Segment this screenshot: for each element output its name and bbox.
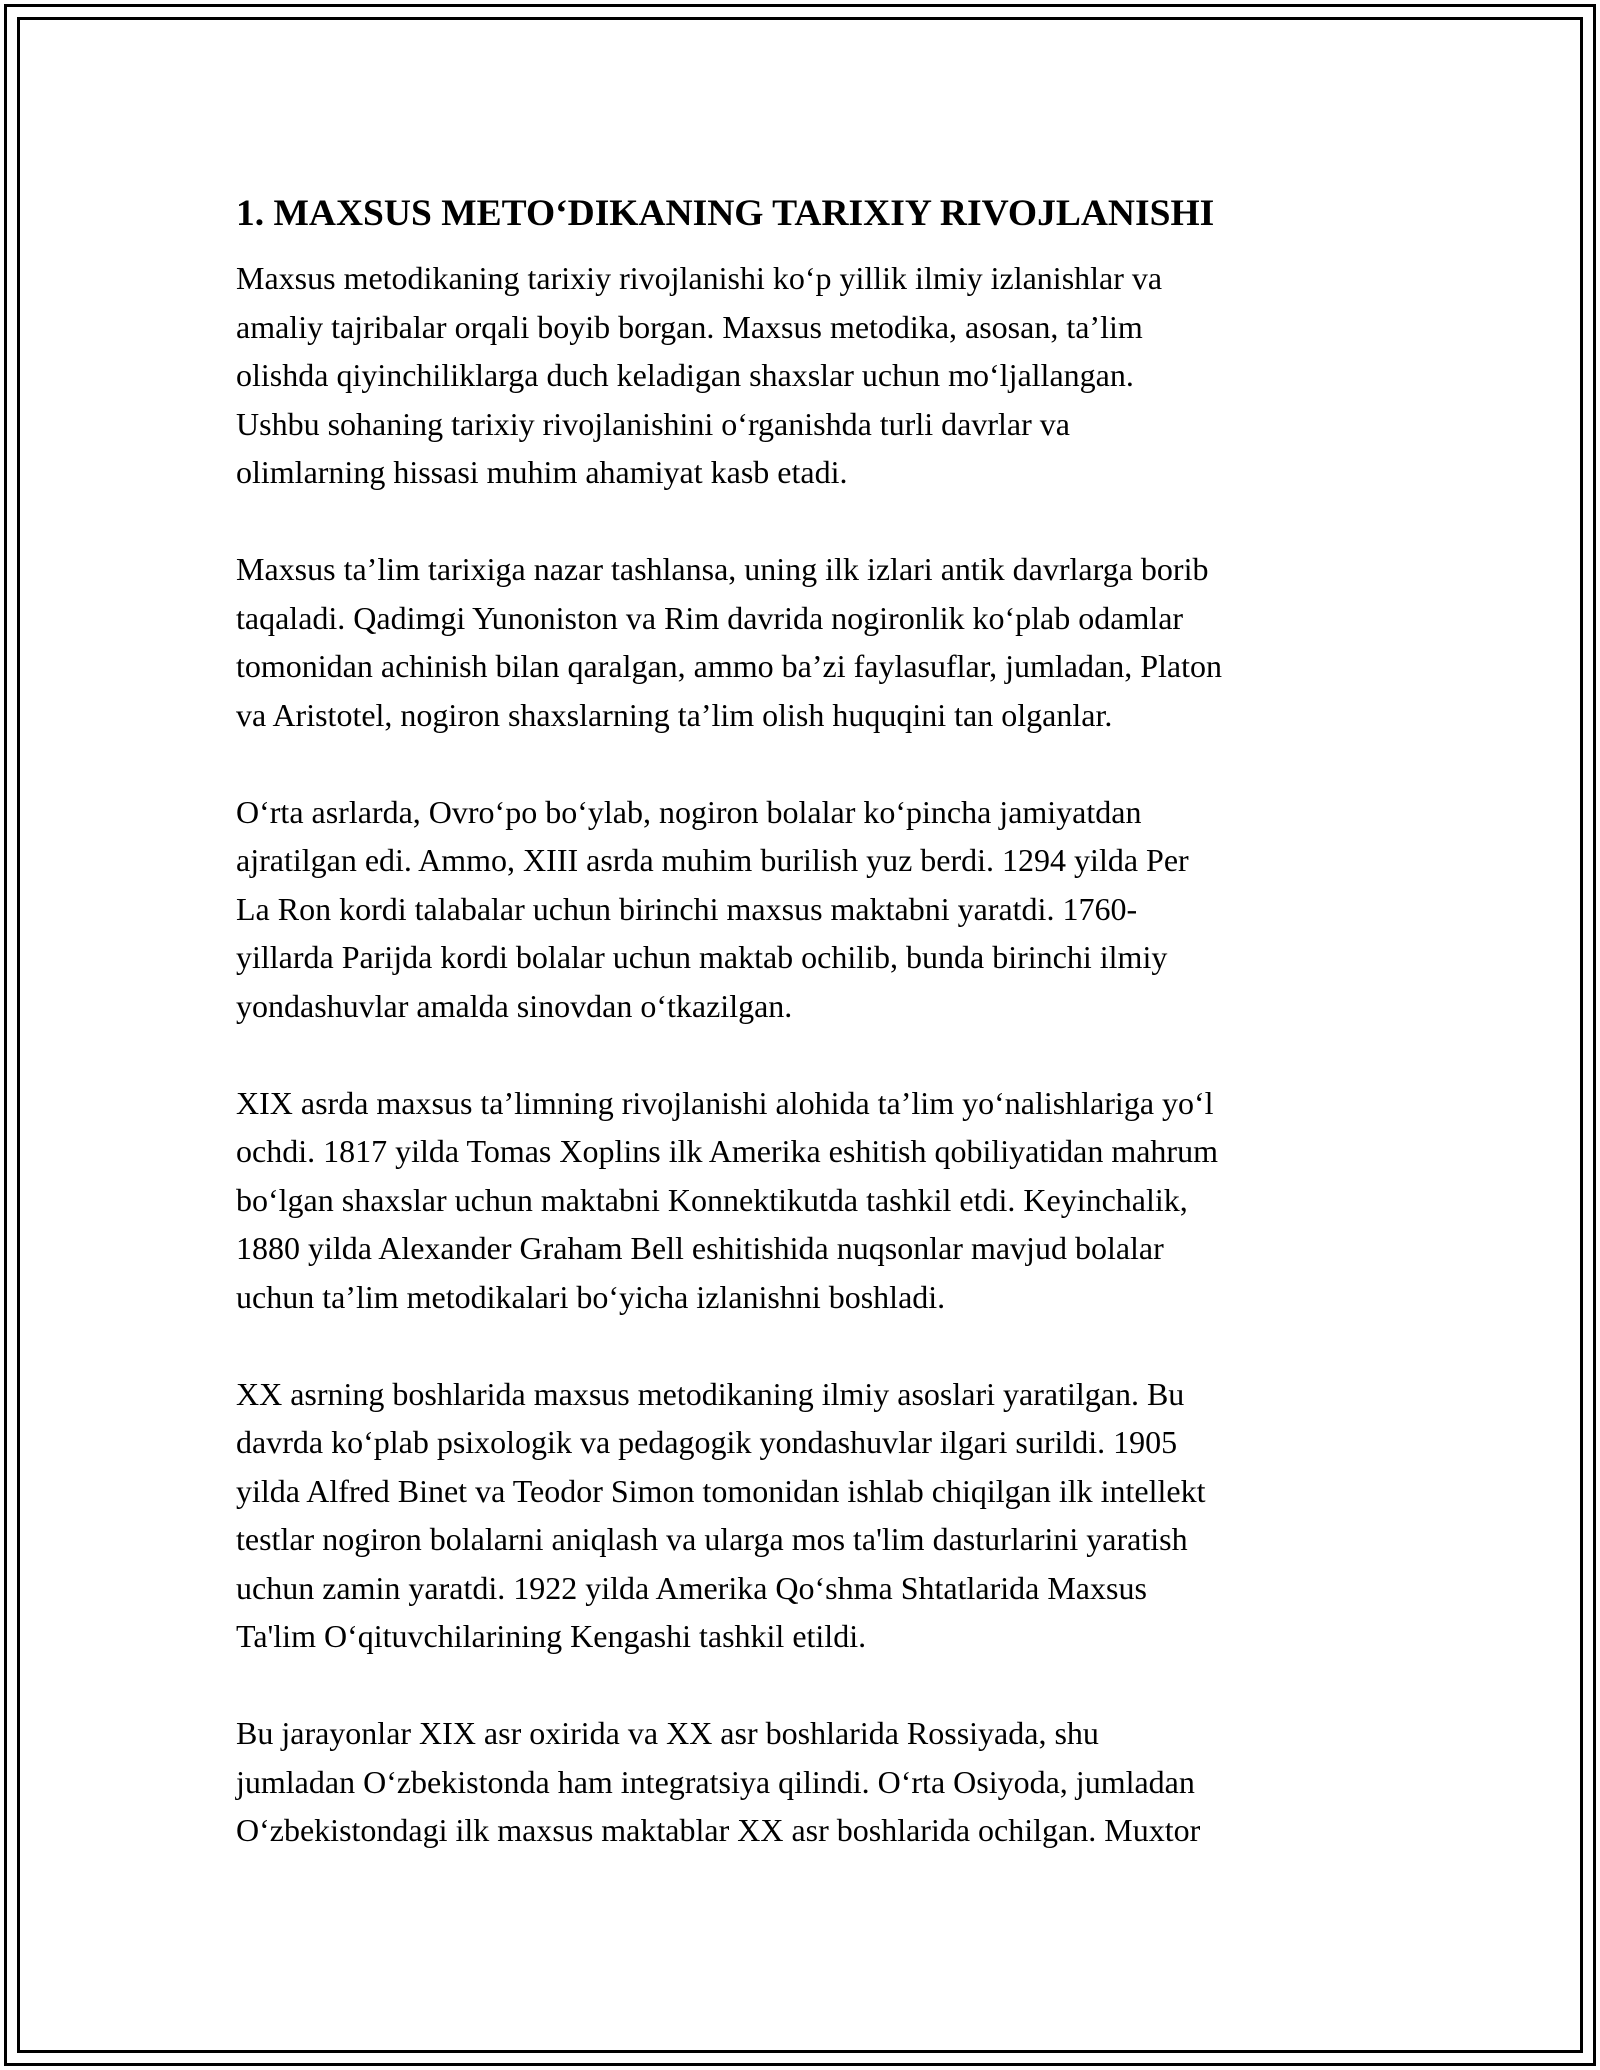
paragraph-1 bbox=[236, 254, 1376, 497]
text-line: 1880 yilda Alexander Graham Bell eshitishida nuqsonlar mavjud bolalar bbox=[236, 1230, 1164, 1266]
text-line: Maxsus metodikaning tarixiy rivojlanishi ko‘p yillik ilmiy izlanishlar va bbox=[236, 260, 1163, 296]
text-line: va Aristotel, nogiron shaxslarning ta’lim olish huquqini tan olganlar. bbox=[236, 696, 1113, 733]
text-line: La Ron kordi talabalar uchun birinchi maxsus maktabni yaratdi. 1760- bbox=[236, 890, 1138, 927]
text-line: O‘zbekistondagi ilk maxsus maktablar XX asr boshlarida ochilgan. Muxtor bbox=[236, 1812, 1201, 1848]
text-line: O‘rta asrlarda, Ovro‘po bo‘ylab, nogiron bolalar ko‘pincha jamiyatdan bbox=[236, 793, 1142, 830]
text-line: XX asrning boshlarida maxsus metodikaning ilmiy asoslari yaratilgan. Bu bbox=[236, 1375, 1185, 1412]
paragraph-6 bbox=[236, 1709, 1376, 1855]
paragraph-2 bbox=[236, 545, 1376, 739]
section-heading: 1. MAXSUS METO‘DIKANING TARIXIY RIVOJLANISHI bbox=[236, 193, 1215, 234]
text-line: XIX asrda maxsus ta’limning rivojlanishi alohida ta’lim yo‘nalishlariga yo‘l bbox=[236, 1084, 1214, 1121]
paragraph-3 bbox=[236, 788, 1376, 1031]
text-line: bo‘lgan shaxslar uchun maktabni Konnektikutda tashkil etdi. Keyinchalik, bbox=[236, 1181, 1188, 1218]
text-line: yillarda Parijda kordi bolalar uchun maktab ochilib, bunda birinchi ilmiy bbox=[236, 939, 1168, 975]
text-line: Ushbu sohaning tarixiy rivojlanishini o‘rganishda turli davrlar va bbox=[236, 405, 1070, 442]
text-line: olimlarning hissasi muhim ahamiyat kasb etadi. bbox=[236, 454, 848, 490]
text-line: tomonidan achinish bilan qaralgan, ammo ba’zi faylasuflar, jumladan, Platon bbox=[236, 648, 1222, 684]
text-line: jumladan O‘zbekistonda ham integratsiya qilindi. O‘rta Osiyoda, jumladan bbox=[236, 1763, 1195, 1800]
text-line: amaliy tajribalar orqali boyib borgan. Maxsus metodika, asosan, ta’lim bbox=[236, 308, 1143, 345]
text-line: ochdi. 1817 yilda Tomas Xoplins ilk Amerika eshitish qobiliyatidan mahrum bbox=[236, 1133, 1218, 1169]
text-line: uchun zamin yaratdi. 1922 yilda Amerika Qo‘shma Shtatlarida Maxsus bbox=[236, 1569, 1147, 1606]
text-line: yondashuvlar amalda sinovdan o‘tkazilgan. bbox=[236, 987, 793, 1024]
text-line: testlar nogiron bolalarni aniqlash va ularga mos ta'lim dasturlarini yaratish bbox=[236, 1521, 1188, 1557]
text-line: davrda ko‘plab psixologik va pedagogik yondashuvlar ilgari surildi. 1905 bbox=[236, 1424, 1178, 1460]
text-line: yilda Alfred Binet va Teodor Simon tomonidan ishlab chiqilgan ilk intellekt bbox=[236, 1472, 1206, 1509]
text-line: ajratilgan edi. Ammo, XIII asrda muhim burilish yuz berdi. 1294 yilda Per bbox=[236, 842, 1189, 878]
text-line: Maxsus ta’lim tarixiga nazar tashlansa, uning ilk izlari antik davrlarga borib bbox=[236, 551, 1209, 587]
text-line: olishda qiyinchiliklarga duch keladigan shaxslar uchun mo‘ljallangan. bbox=[236, 357, 1134, 393]
text-line: uchun ta’lim metodikalari bo‘yicha izlanishni boshladi. bbox=[236, 1278, 946, 1315]
text-line: taqaladi. Qadimgi Yunoniston va Rim davrida nogironlik ko‘plab odamlar bbox=[236, 599, 1184, 636]
paragraph-4 bbox=[236, 1079, 1376, 1322]
text-line: Bu jarayonlar XIX asr oxirida va XX asr boshlarida Rossiyada, shu bbox=[236, 1715, 1099, 1751]
document-body bbox=[236, 186, 1376, 1903]
paragraph-5 bbox=[236, 1370, 1376, 1661]
text-line: Ta'lim O‘qituvchilarining Kengashi tashkil etildi. bbox=[236, 1618, 867, 1654]
